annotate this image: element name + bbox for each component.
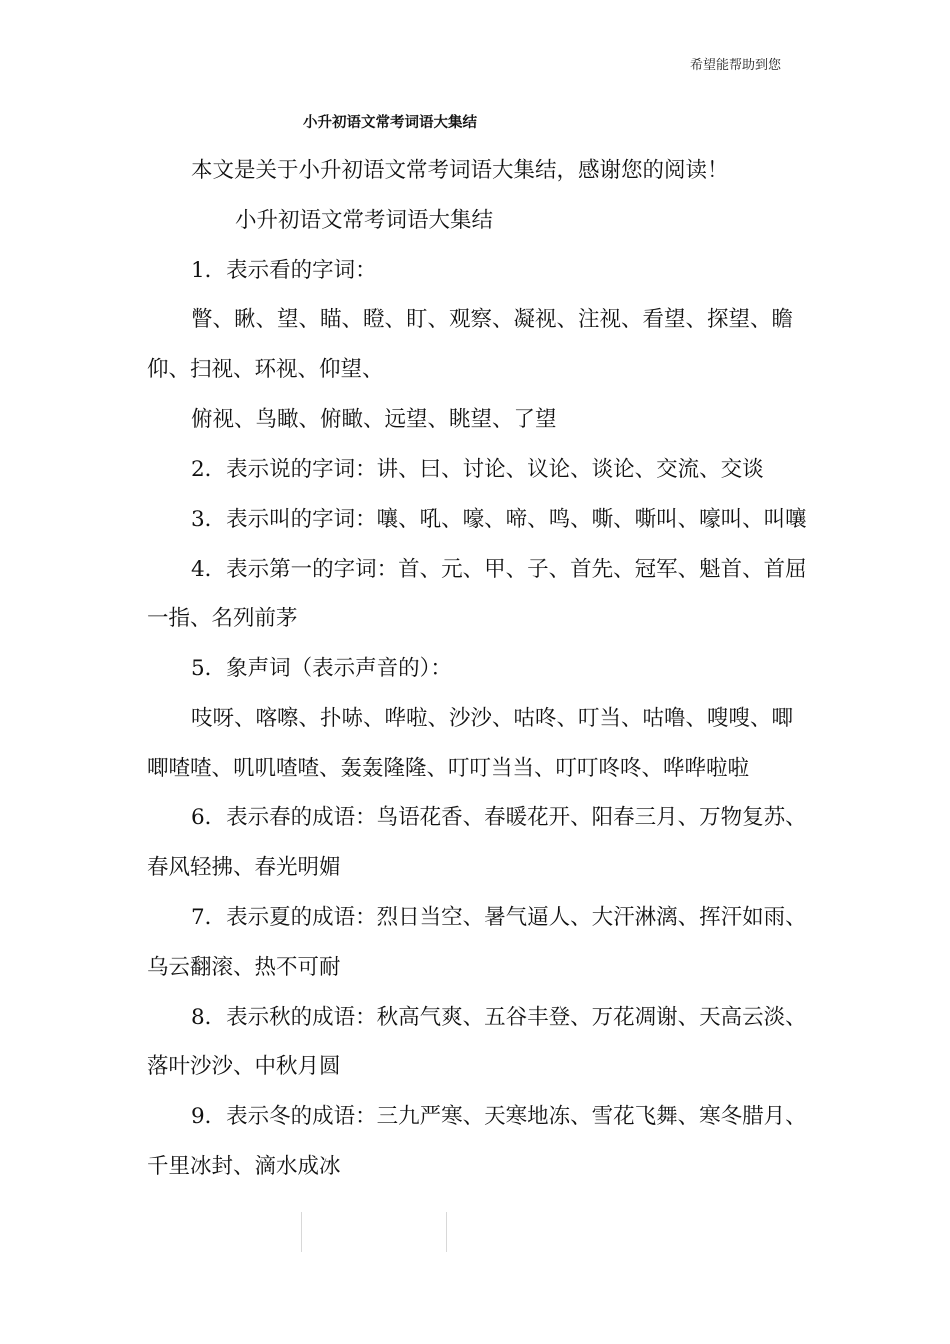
item-1-text: 仰、扫视、环视、仰望、: [147, 357, 384, 382]
item-heading-5: 5．象声词（表示声音的）：: [191, 656, 452, 681]
item-4-text: 4．表示第一的字词：首、元、甲、子、首先、冠军、魁首、首屈: [191, 557, 807, 582]
item-5-text: 唧喳喳、叽叽喳喳、轰轰隆隆、叮叮当当、叮叮咚咚、哗哗啦啦: [147, 756, 750, 781]
intro-line: 本文是关于小升初语文常考词语大集结，感谢您的阅读！: [191, 158, 729, 183]
item-4-text: 一指、名列前茅: [147, 606, 298, 631]
item-8-text: 落叶沙沙、中秋月圆: [147, 1054, 341, 1079]
item-1-text: 瞥、瞅、望、瞄、瞪、盯、观察、凝视、注视、看望、探望、瞻: [191, 307, 794, 332]
item-6-text: 春风轻拂、春光明媚: [147, 855, 341, 880]
item-heading-1: 1．表示看的字词：: [191, 258, 377, 283]
item-6-text: 6．表示春的成语：鸟语花香、春暖花开、阳春三月、万物复苏、: [191, 805, 807, 830]
section-heading: 小升初语文常考词语大集结: [235, 208, 494, 233]
item-8-text: 8．表示秋的成语：秋高气爽、五谷丰登、万花凋谢、天高云淡、: [191, 1005, 807, 1030]
item-3-text: 3．表示叫的字词：嚷、吼、嚎、啼、鸣、嘶、嘶叫、嚎叫、叫嚷: [191, 507, 807, 532]
footer-divider: [301, 1212, 302, 1252]
item-7-text: 乌云翻滚、热不可耐: [147, 955, 341, 980]
item-1-text: 俯视、鸟瞰、俯瞰、远望、眺望、了望: [191, 407, 557, 432]
item-7-text: 7．表示夏的成语：烈日当空、暑气逼人、大汗淋漓、挥汗如雨、: [191, 905, 807, 930]
item-5-text: 吱呀、喀嚓、扑哧、哗啦、沙沙、咕咚、叮当、咕噜、嗖嗖、唧: [191, 706, 794, 731]
item-9-text: 千里冰封、滴水成冰: [147, 1154, 341, 1179]
footer-divider: [446, 1212, 447, 1252]
header-note: 希望能帮助到您: [690, 58, 782, 73]
document-title: 小升初语文常考词语大集结: [303, 115, 477, 131]
item-9-text: 9．表示冬的成语：三九严寒、天寒地冻、雪花飞舞、寒冬腊月、: [191, 1104, 807, 1129]
item-2-text: 2．表示说的字词：讲、曰、讨论、议论、谈论、交流、交谈: [191, 457, 764, 482]
